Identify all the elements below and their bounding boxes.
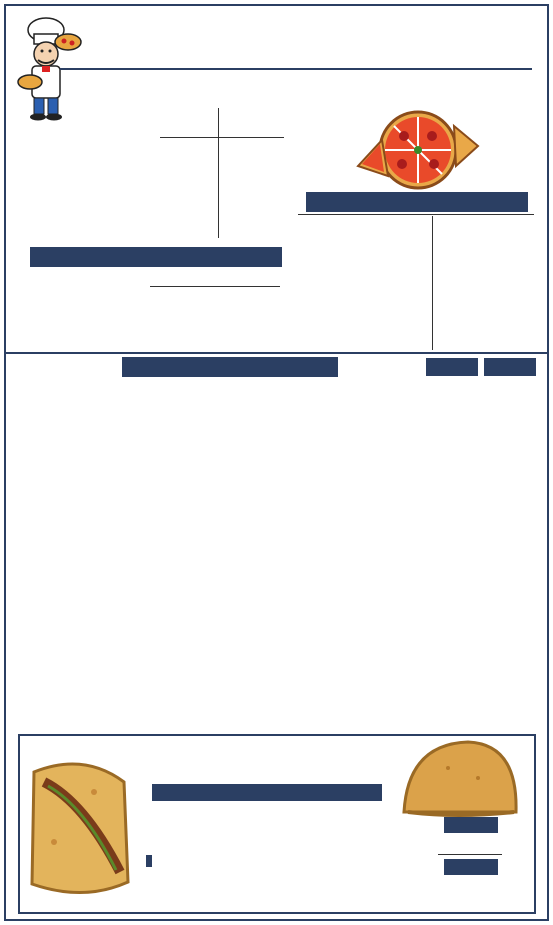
section-divider (6, 352, 547, 354)
specialty-small-header (426, 358, 478, 376)
pizza-image (352, 106, 482, 192)
calzone-small-label (444, 817, 498, 833)
calzone-large-label (444, 859, 498, 875)
divider (160, 137, 284, 138)
header-subtitle (60, 68, 532, 70)
additional-toppings-title (30, 247, 282, 267)
divider (218, 108, 219, 238)
specialty-title (122, 357, 338, 377)
calzone-image (24, 752, 134, 902)
calzone-image (398, 738, 522, 820)
calzones-subtitle (152, 784, 382, 801)
addons-label (146, 855, 152, 867)
divider (298, 214, 534, 215)
divider (150, 286, 280, 287)
fresh-toppings-title (306, 192, 528, 212)
divider (438, 854, 502, 855)
specialty-large-header (484, 358, 536, 376)
divider (432, 216, 433, 350)
